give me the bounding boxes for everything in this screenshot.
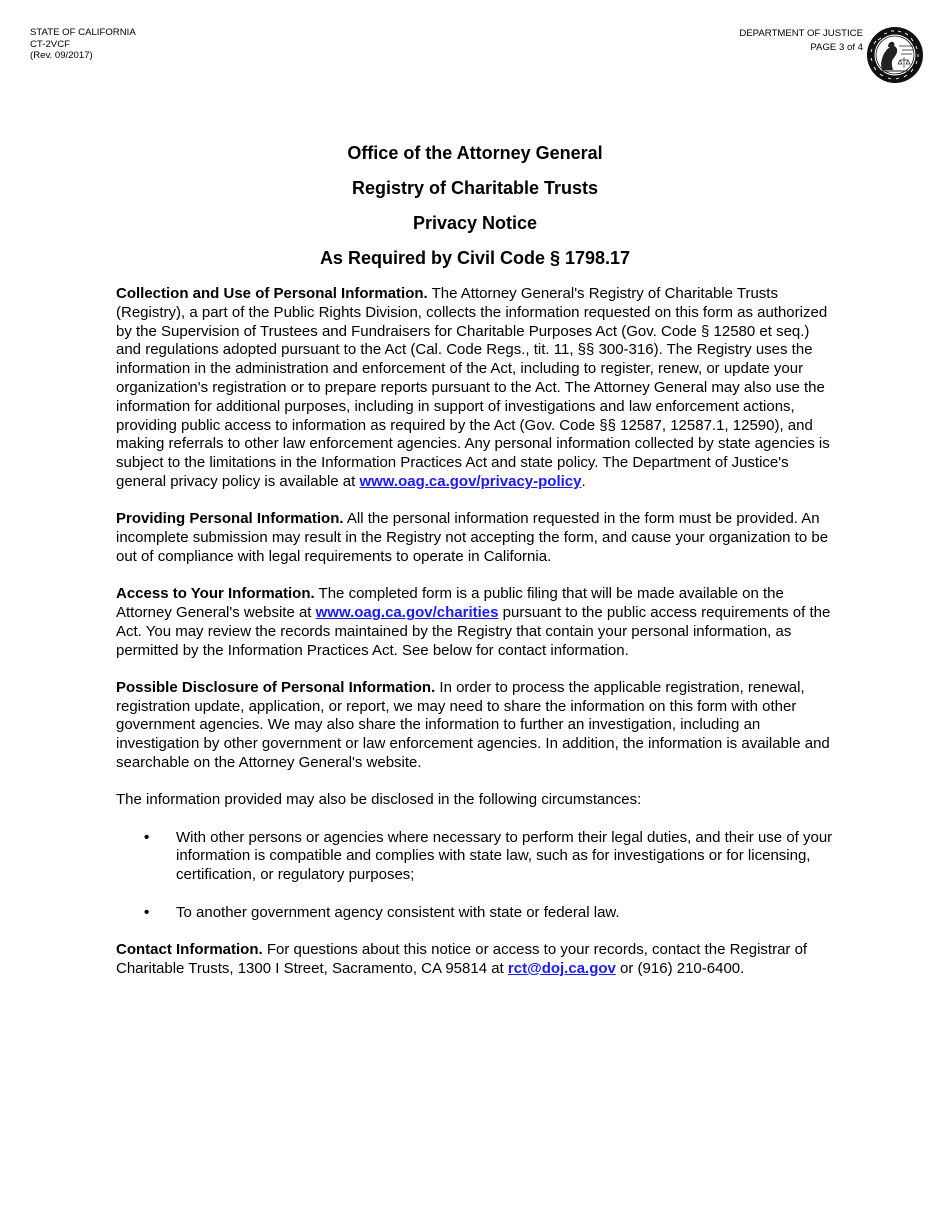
privacy-policy-link[interactable]: www.oag.ca.gov/privacy-policy xyxy=(359,472,582,490)
form-revision: (Rev. 09/2017) xyxy=(30,50,93,61)
section-providing xyxy=(116,510,836,566)
list-item xyxy=(116,829,836,885)
header-left xyxy=(30,27,136,62)
disclosure-text: In order to process the applicable registration, renewal, registration update, application, or report, we may need to share the information on this form with other government agencies. We may also share the information to further an investigation, including an investigation by other government or law enforcement agencies. In addition, the information is available and searchable on the Attorney General's website. xyxy=(116,678,830,772)
heading-disclosure: Possible Disclosure of Personal Information. xyxy=(116,678,436,696)
heading-access: Access to Your Information. xyxy=(116,585,315,603)
california-doj-seal-icon xyxy=(866,26,924,84)
state-name: STATE OF CALIFORNIA xyxy=(30,27,136,38)
title-civil-code: As Required by Civil Code § 1798.17 xyxy=(319,248,631,268)
title-office: Office of the Attorney General xyxy=(347,143,603,163)
department-name: DEPARTMENT OF JUSTICE xyxy=(739,28,863,39)
heading-contact: Contact Information. xyxy=(116,940,263,958)
list-item-text: To another government agency consistent with state or federal law. xyxy=(176,903,620,921)
section-collection xyxy=(116,285,836,492)
list-item-text: With other persons or agencies where necessary to perform their legal duties, and their use of your information is compatible and complies with state law, such as for investigations or for licensing, certification, or regulatory purposes; xyxy=(176,828,833,884)
collection-text: The Attorney General's Registry of Charitable Trusts (Registry), a part of the Public Rights Division, collects the information requested on this form as authorized by the Supervision of Trustees and Fundraisers for Charitable Purposes Act (Gov. Code § 12580 et seq.) and regulations adopted pursuant to the Act (Cal. Code Regs., tit. 11, §§ 300-316). The Registry uses the information in the administration and enforcement of the Act, including to register, renew, or update your organization's registration or to prepare reports pursuant to the Act. The Attorney General may also use the information for additional purposes, including in support of investigations and law enforcement actions, providing public access to information as required by the Act (Gov. Code §§ 12587, 12587.1, 12590), and making referrals to other law enforcement agencies. Any personal information collected by state agencies is subject to the limitations in the Information Practices Act and state policy. The Department of Justice's general privacy policy is available at xyxy=(116,285,830,490)
section-contact xyxy=(116,941,836,979)
title-registry: Registry of Charitable Trusts xyxy=(351,178,599,198)
contact-text-after: or (916) 210-6400. xyxy=(615,959,745,977)
title-privacy-notice: Privacy Notice xyxy=(412,213,538,233)
section-access xyxy=(116,585,836,660)
collection-period: . xyxy=(581,472,586,490)
email-link[interactable]: rct@doj.ca.gov xyxy=(507,959,616,977)
access-text-after: pursuant to the public access requirements of the Act. You may review the records maintained by the Registry that contain your personal information, as permitted by the Information Practices Act. See below for contact information. xyxy=(116,603,831,659)
charities-link[interactable]: www.oag.ca.gov/charities xyxy=(315,603,499,621)
bullet: • xyxy=(144,903,150,921)
providing-text: All the personal information requested in the form must be provided. An incomplete submission may result in the Registry not accepting the form, and cause your organization to be out of compliance with legal requirements to operate in California. xyxy=(116,510,829,565)
bullet: • xyxy=(144,828,150,846)
heading-collection: Collection and Use of Personal Information. xyxy=(116,285,428,302)
circumstances-intro: The information provided may also be disclosed in the following circumstances: xyxy=(116,791,642,809)
section-disclosure xyxy=(116,679,836,773)
notice-body xyxy=(116,285,836,997)
heading-providing: Providing Personal Information. xyxy=(116,510,344,528)
page-number: PAGE 3 of 4 xyxy=(810,42,863,53)
header-right xyxy=(739,27,863,55)
access-text-before: The completed form is a public filing that will be made available on the Attorney General's website at xyxy=(116,585,784,621)
list-item xyxy=(116,904,836,923)
contact-text-before: For questions about this notice or access to your records, contact the Registrar of Charitable Trusts, 1300 I Street, Sacramento, CA 95814 at xyxy=(116,940,808,977)
title-block xyxy=(0,141,950,281)
form-id: CT-2VCF xyxy=(30,38,70,50)
circumstances-list xyxy=(116,829,836,923)
